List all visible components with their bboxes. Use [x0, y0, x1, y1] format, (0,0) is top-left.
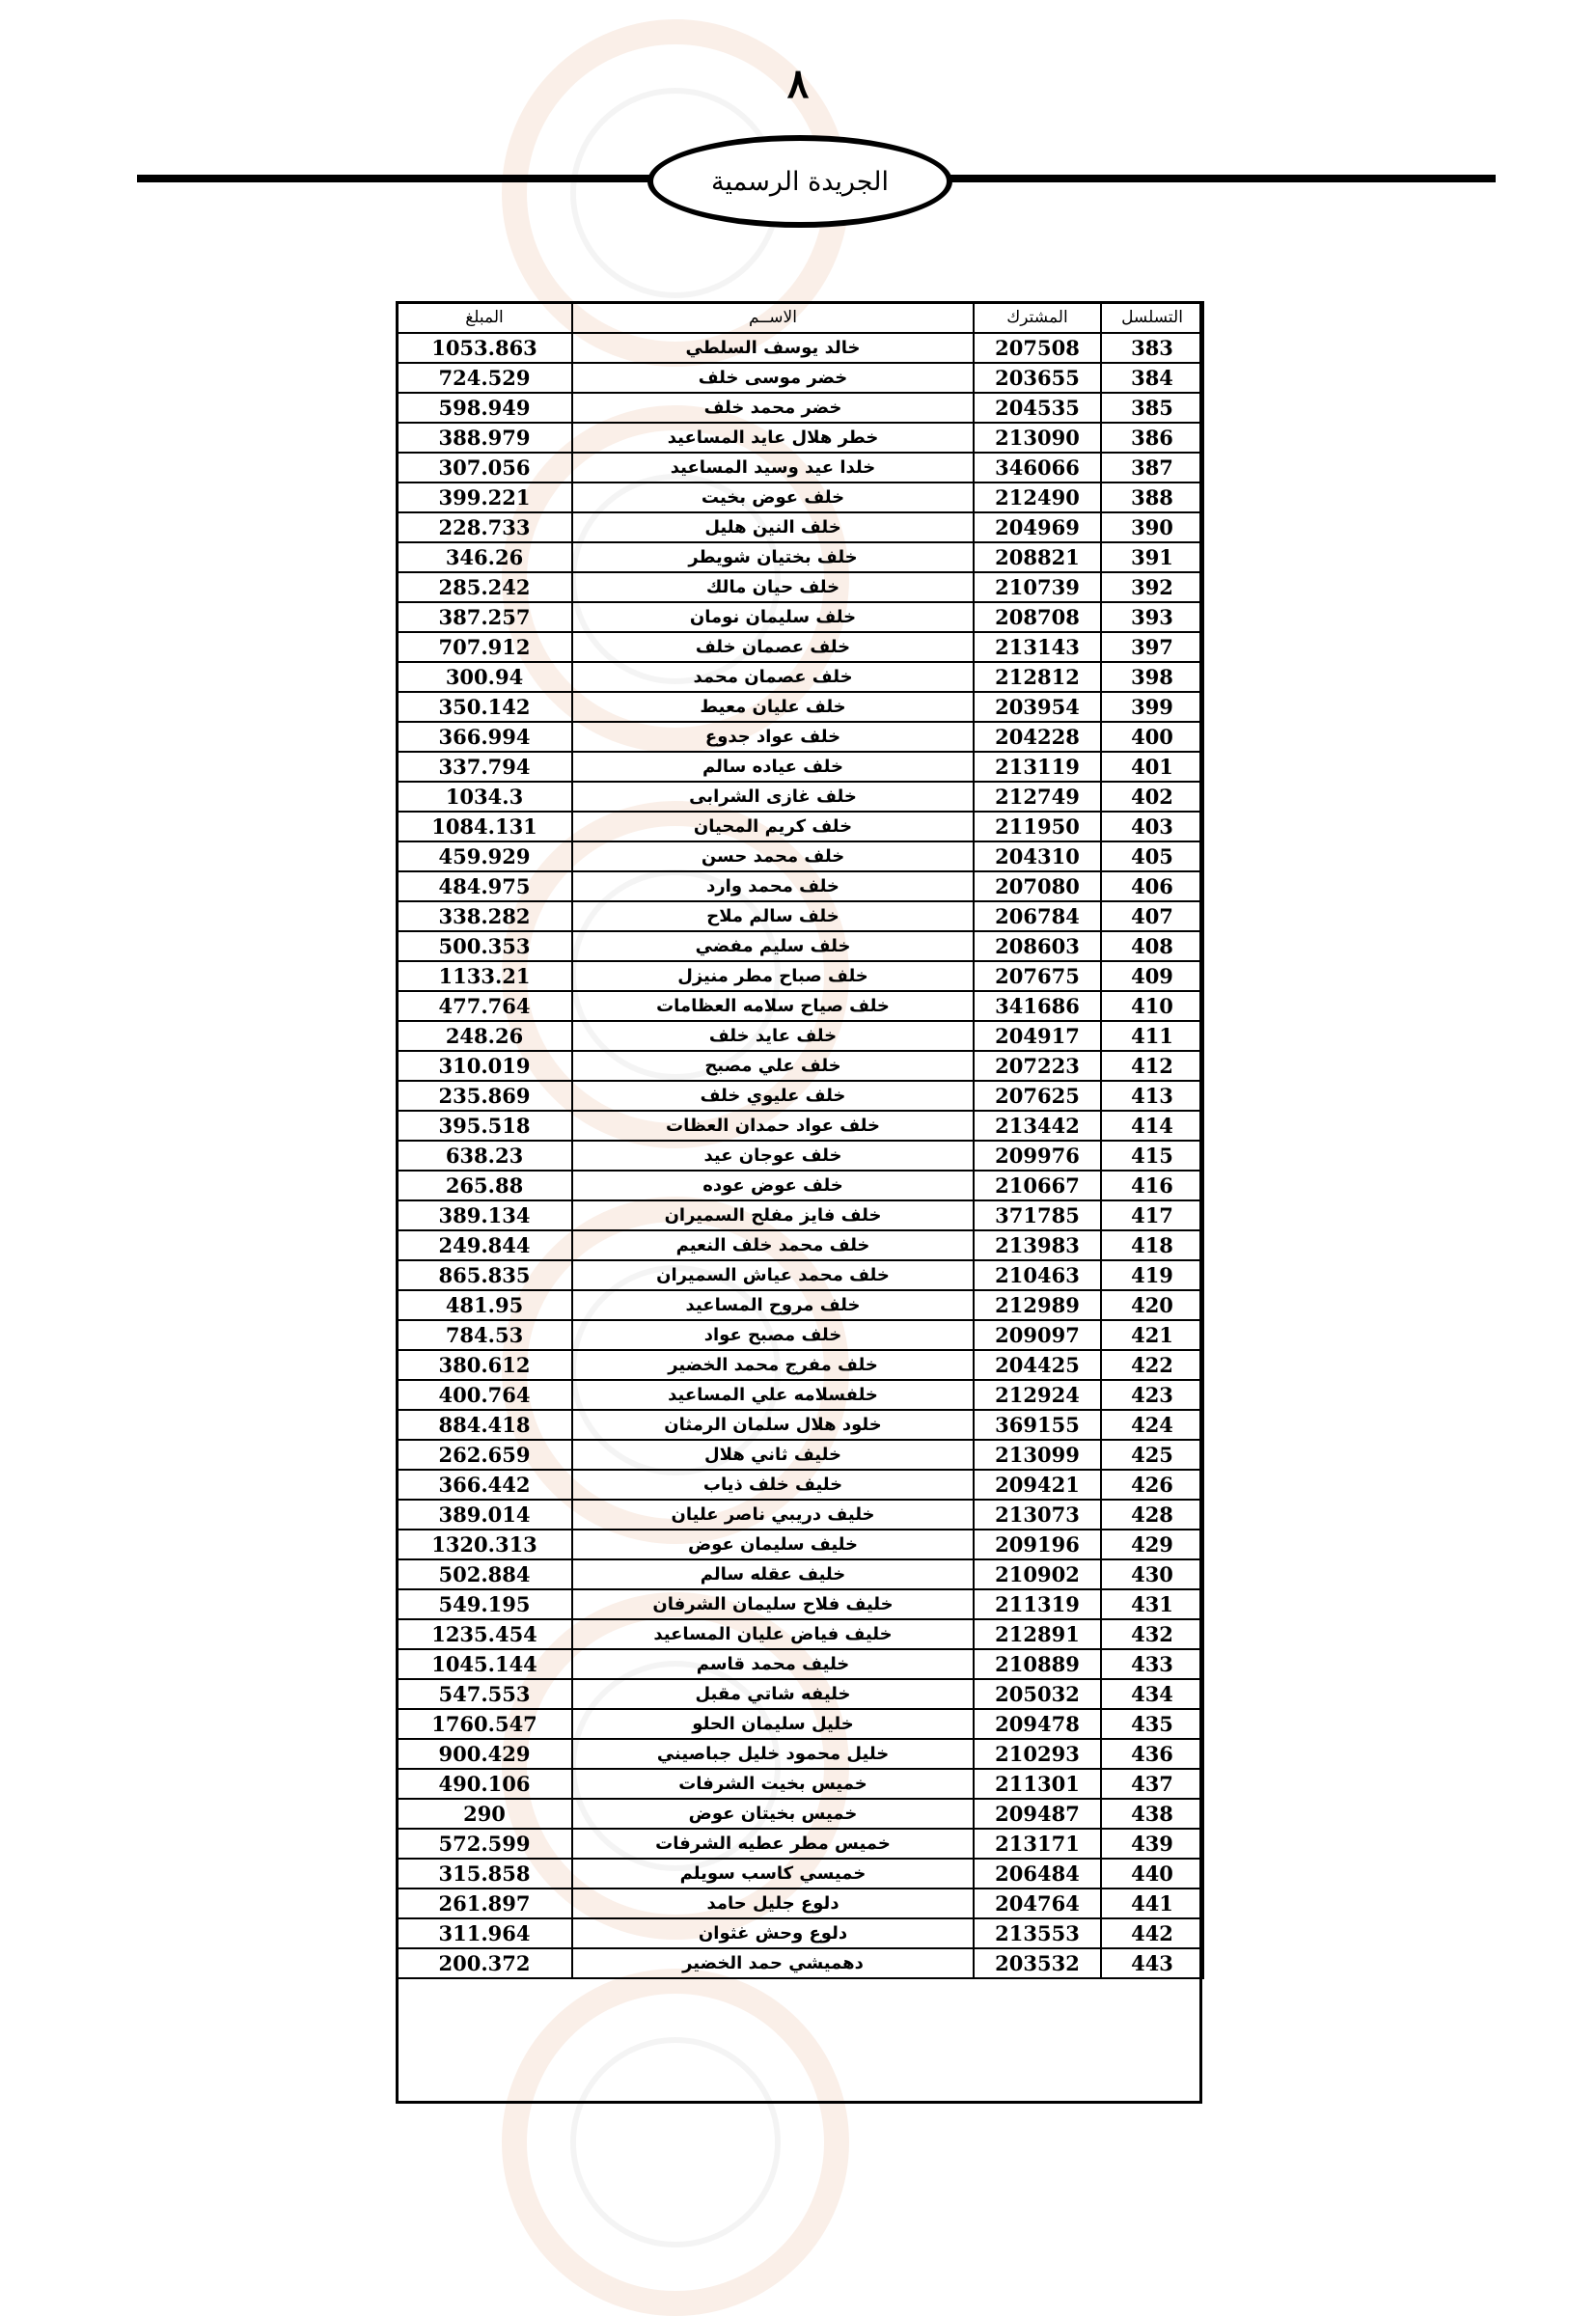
subscriber-cell: 204764	[974, 1889, 1101, 1918]
serial-cell: 440	[1101, 1859, 1203, 1889]
subscriber-cell: 211319	[974, 1589, 1101, 1619]
table-row	[397, 991, 1203, 1021]
amount-cell: 490.106	[397, 1769, 572, 1799]
serial-cell: 439	[1101, 1829, 1203, 1859]
amount-cell: 724.529	[397, 363, 572, 393]
name-cell: دلوع جليل حامد	[572, 1889, 974, 1918]
subscriber-cell: 213171	[974, 1829, 1101, 1859]
table-row	[397, 1649, 1203, 1679]
amount-cell: 1133.21	[397, 961, 572, 991]
amount-cell: 310.019	[397, 1051, 572, 1081]
serial-cell: 408	[1101, 931, 1203, 961]
table-row	[397, 1171, 1203, 1200]
table-row	[397, 542, 1203, 572]
subscriber-cell: 212749	[974, 782, 1101, 812]
subscriber-cell: 204917	[974, 1021, 1101, 1051]
subscriber-cell: 210889	[974, 1649, 1101, 1679]
table-row	[397, 1739, 1203, 1769]
name-cell: خلف مروح المساعيد	[572, 1290, 974, 1320]
name-cell: خلف محمد خلف النعيم	[572, 1230, 974, 1260]
table-row	[397, 841, 1203, 871]
name-cell: خلف حيان مالك	[572, 572, 974, 602]
serial-cell: 409	[1101, 961, 1203, 991]
table-row	[397, 1799, 1203, 1829]
table-row	[397, 1141, 1203, 1171]
name-cell: خلف صباح مطر منيزل	[572, 961, 974, 991]
table-row	[397, 1081, 1203, 1111]
serial-cell: 403	[1101, 812, 1203, 841]
subscriber-cell: 204228	[974, 722, 1101, 752]
subscriber-cell: 213090	[974, 423, 1101, 453]
table-row	[397, 1021, 1203, 1051]
amount-cell: 1053.863	[397, 333, 572, 363]
amount-cell: 366.994	[397, 722, 572, 752]
serial-cell: 425	[1101, 1440, 1203, 1470]
table-row	[397, 752, 1203, 782]
watermark-logo	[502, 1969, 849, 2316]
name-cell: دهميشي حمد الخضير	[572, 1948, 974, 1978]
name-cell: خلف عواد جدوع	[572, 722, 974, 752]
table-row	[397, 482, 1203, 512]
header-serial: التسلسل	[1101, 302, 1203, 333]
amount-cell: 311.964	[397, 1918, 572, 1948]
name-cell: خلف مصبح عواد	[572, 1320, 974, 1350]
amount-cell: 337.794	[397, 752, 572, 782]
name-cell: خليف سليمان عوض	[572, 1530, 974, 1559]
table-row	[397, 1829, 1203, 1859]
subscriber-cell: 203954	[974, 692, 1101, 722]
name-cell: خلف سليمان نومان	[572, 602, 974, 632]
table-row	[397, 1679, 1203, 1709]
amount-cell: 884.418	[397, 1410, 572, 1440]
name-cell: خلف عواد حمدان العظات	[572, 1111, 974, 1141]
name-cell: خلف عصمان خلف	[572, 632, 974, 662]
name-cell: خلف محمد عياش السميران	[572, 1260, 974, 1290]
serial-cell: 405	[1101, 841, 1203, 871]
subscriber-cell: 213073	[974, 1500, 1101, 1530]
name-cell: خميسي كاسب سويلم	[572, 1859, 974, 1889]
amount-cell: 477.764	[397, 991, 572, 1021]
name-cell: خلف محمد حسن	[572, 841, 974, 871]
table-row	[397, 1500, 1203, 1530]
name-cell: خلف عليوي خلف	[572, 1081, 974, 1111]
name-cell: خلف عصمان محمد	[572, 662, 974, 692]
subscriber-cell: 212924	[974, 1380, 1101, 1410]
table-row	[397, 1559, 1203, 1589]
serial-cell: 429	[1101, 1530, 1203, 1559]
amount-cell: 350.142	[397, 692, 572, 722]
serial-cell: 431	[1101, 1589, 1203, 1619]
subscriber-cell: 210902	[974, 1559, 1101, 1589]
table-row	[397, 1709, 1203, 1739]
table-row	[397, 1051, 1203, 1081]
name-cell: خليف خلف ذياب	[572, 1470, 974, 1500]
table-row	[397, 423, 1203, 453]
serial-cell: 391	[1101, 542, 1203, 572]
serial-cell: 417	[1101, 1200, 1203, 1230]
subscriber-cell: 208603	[974, 931, 1101, 961]
serial-cell: 420	[1101, 1290, 1203, 1320]
subscriber-cell: 213099	[974, 1440, 1101, 1470]
subscriber-cell: 210739	[974, 572, 1101, 602]
amount-cell: 395.518	[397, 1111, 572, 1141]
amount-cell: 547.553	[397, 1679, 572, 1709]
name-cell: خلفسلامه علي المساعيد	[572, 1380, 974, 1410]
subscriber-cell: 210463	[974, 1260, 1101, 1290]
serial-cell: 397	[1101, 632, 1203, 662]
subscriber-cell: 210293	[974, 1739, 1101, 1769]
subscriber-cell: 211950	[974, 812, 1101, 841]
name-cell: خليف فلاح سليمان الشرفان	[572, 1589, 974, 1619]
serial-cell: 428	[1101, 1500, 1203, 1530]
subscriber-cell: 213553	[974, 1918, 1101, 1948]
subscriber-cell: 208821	[974, 542, 1101, 572]
table-row	[397, 572, 1203, 602]
subscriber-cell: 211301	[974, 1769, 1101, 1799]
subscriber-cell: 210667	[974, 1171, 1101, 1200]
table-row	[397, 1410, 1203, 1440]
subscriber-cell: 212812	[974, 662, 1101, 692]
subscriber-cell: 212490	[974, 482, 1101, 512]
serial-cell: 388	[1101, 482, 1203, 512]
serial-cell: 410	[1101, 991, 1203, 1021]
amount-cell: 502.884	[397, 1559, 572, 1589]
serial-cell: 443	[1101, 1948, 1203, 1978]
serial-cell: 437	[1101, 1769, 1203, 1799]
serial-cell: 400	[1101, 722, 1203, 752]
serial-cell: 422	[1101, 1350, 1203, 1380]
serial-cell: 442	[1101, 1918, 1203, 1948]
serial-cell: 413	[1101, 1081, 1203, 1111]
name-cell: خضر موسى خلف	[572, 363, 974, 393]
serial-cell: 383	[1101, 333, 1203, 363]
name-cell: خليل سليمان الحلو	[572, 1709, 974, 1739]
subscriber-cell: 207675	[974, 961, 1101, 991]
amount-cell: 262.659	[397, 1440, 572, 1470]
serial-cell: 434	[1101, 1679, 1203, 1709]
amount-cell: 638.23	[397, 1141, 572, 1171]
serial-cell: 419	[1101, 1260, 1203, 1290]
amount-cell: 307.056	[397, 453, 572, 482]
serial-cell: 421	[1101, 1320, 1203, 1350]
amount-cell: 200.372	[397, 1948, 572, 1978]
gazette-masthead	[647, 135, 952, 228]
serial-cell: 401	[1101, 752, 1203, 782]
table-row	[397, 1948, 1203, 1978]
table-row	[397, 1859, 1203, 1889]
name-cell: خليفه شاتي مقبل	[572, 1679, 974, 1709]
subscriber-cell: 206784	[974, 901, 1101, 931]
subscriber-cell: 346066	[974, 453, 1101, 482]
subscriber-cell: 209478	[974, 1709, 1101, 1739]
serial-cell: 416	[1101, 1171, 1203, 1200]
table-row	[397, 812, 1203, 841]
amount-cell: 1084.131	[397, 812, 572, 841]
name-cell: خالد يوسف السلطي	[572, 333, 974, 363]
table-row	[397, 961, 1203, 991]
subscriber-cell: 207508	[974, 333, 1101, 363]
table-row	[397, 1589, 1203, 1619]
amount-cell: 784.53	[397, 1320, 572, 1350]
page-number: ٨	[786, 60, 810, 107]
name-cell: خلف صياح سلامه العظامات	[572, 991, 974, 1021]
subscriber-cell: 205032	[974, 1679, 1101, 1709]
amount-cell: 865.835	[397, 1260, 572, 1290]
name-cell: خلف غازى الشرابى	[572, 782, 974, 812]
table-row	[397, 363, 1203, 393]
subscriber-cell: 209487	[974, 1799, 1101, 1829]
name-cell: خضر محمد خلف	[572, 393, 974, 423]
table-row	[397, 1889, 1203, 1918]
subscriber-cell: 209097	[974, 1320, 1101, 1350]
table-row	[397, 1350, 1203, 1380]
amount-cell: 338.282	[397, 901, 572, 931]
serial-cell: 402	[1101, 782, 1203, 812]
amount-cell: 1235.454	[397, 1619, 572, 1649]
table-row	[397, 1111, 1203, 1141]
amount-cell: 481.95	[397, 1290, 572, 1320]
subscriber-cell: 207625	[974, 1081, 1101, 1111]
amount-cell: 248.26	[397, 1021, 572, 1051]
subscriber-cell: 204310	[974, 841, 1101, 871]
amount-cell: 265.88	[397, 1171, 572, 1200]
name-cell: خلدا عيد وسيد المساعيد	[572, 453, 974, 482]
table-header-row	[397, 302, 1203, 333]
subscriber-cell: 209976	[974, 1141, 1101, 1171]
gazette-title: الجريدة الرسمية	[711, 166, 889, 197]
name-cell: خلف كريم المحيان	[572, 812, 974, 841]
name-cell: خليف دريبي ناصر عليان	[572, 1500, 974, 1530]
name-cell: خلف فايز مفلح السميران	[572, 1200, 974, 1230]
serial-cell: 433	[1101, 1649, 1203, 1679]
amount-cell: 707.912	[397, 632, 572, 662]
serial-cell: 414	[1101, 1111, 1203, 1141]
subscriber-cell: 209196	[974, 1530, 1101, 1559]
name-cell: خلف عياده سالم	[572, 752, 974, 782]
table-row	[397, 1619, 1203, 1649]
amount-cell: 285.242	[397, 572, 572, 602]
amount-cell: 1045.144	[397, 1649, 572, 1679]
amount-cell: 484.975	[397, 871, 572, 901]
table-row	[397, 901, 1203, 931]
name-cell: خلف عوض عوده	[572, 1171, 974, 1200]
table-row	[397, 1769, 1203, 1799]
amount-cell: 1320.313	[397, 1530, 572, 1559]
subscriber-cell: 212891	[974, 1619, 1101, 1649]
amount-cell: 399.221	[397, 482, 572, 512]
name-cell: خلف عليان معيط	[572, 692, 974, 722]
amount-cell: 366.442	[397, 1470, 572, 1500]
amount-cell: 387.257	[397, 602, 572, 632]
table-row	[397, 1290, 1203, 1320]
header-name: الاســم	[572, 302, 974, 333]
subscriber-cell: 208708	[974, 602, 1101, 632]
name-cell: خليف محمد قاسم	[572, 1649, 974, 1679]
serial-cell: 390	[1101, 512, 1203, 542]
table-row	[397, 453, 1203, 482]
table-row	[397, 1380, 1203, 1410]
table-row	[397, 632, 1203, 662]
serial-cell: 415	[1101, 1141, 1203, 1171]
serial-cell: 430	[1101, 1559, 1203, 1589]
subscriber-cell: 207080	[974, 871, 1101, 901]
name-cell: خلف سليم مفضي	[572, 931, 974, 961]
header-amount: المبلغ	[397, 302, 572, 333]
subscriber-cell: 204535	[974, 393, 1101, 423]
serial-cell: 392	[1101, 572, 1203, 602]
serial-cell: 418	[1101, 1230, 1203, 1260]
serial-cell: 426	[1101, 1470, 1203, 1500]
amount-cell: 261.897	[397, 1889, 572, 1918]
table-row	[397, 602, 1203, 632]
serial-cell: 407	[1101, 901, 1203, 931]
name-cell: خلف مفرج محمد الخضير	[572, 1350, 974, 1380]
table-row	[397, 662, 1203, 692]
amount-cell: 1760.547	[397, 1709, 572, 1739]
table-row	[397, 1470, 1203, 1500]
amount-cell: 228.733	[397, 512, 572, 542]
name-cell: خليل محمود خليل جباصيني	[572, 1739, 974, 1769]
serial-cell: 406	[1101, 871, 1203, 901]
table-row	[397, 512, 1203, 542]
amount-cell: 249.844	[397, 1230, 572, 1260]
serial-cell: 423	[1101, 1380, 1203, 1410]
serial-cell: 435	[1101, 1709, 1203, 1739]
table-row	[397, 692, 1203, 722]
amount-cell: 1034.3	[397, 782, 572, 812]
subscriber-cell: 371785	[974, 1200, 1101, 1230]
subscriber-cell: 203532	[974, 1948, 1101, 1978]
name-cell: خلف بختيان شويطر	[572, 542, 974, 572]
subscriber-cell: 212989	[974, 1290, 1101, 1320]
serial-cell: 432	[1101, 1619, 1203, 1649]
header-subscriber: المشترك	[974, 302, 1101, 333]
name-cell: خطر هلال عايد المساعيد	[572, 423, 974, 453]
name-cell: خليف عقله سالم	[572, 1559, 974, 1589]
name-cell: خلف عوض بخيت	[572, 482, 974, 512]
table-row	[397, 782, 1203, 812]
table-row	[397, 1918, 1203, 1948]
name-cell: خلف سالم ملاح	[572, 901, 974, 931]
serial-cell: 398	[1101, 662, 1203, 692]
subscriber-cell: 209421	[974, 1470, 1101, 1500]
table-row	[397, 1260, 1203, 1290]
subscriber-cell: 204969	[974, 512, 1101, 542]
table-row	[397, 1320, 1203, 1350]
table-row	[397, 1440, 1203, 1470]
subscriber-cell: 207223	[974, 1051, 1101, 1081]
amount-cell: 346.26	[397, 542, 572, 572]
serial-cell: 412	[1101, 1051, 1203, 1081]
table-row	[397, 393, 1203, 423]
name-cell: خليف فياض عليان المساعيد	[572, 1619, 974, 1649]
table-row	[397, 871, 1203, 901]
name-cell: خلف عايد خلف	[572, 1021, 974, 1051]
subscriber-cell: 206484	[974, 1859, 1101, 1889]
amount-cell: 900.429	[397, 1739, 572, 1769]
amount-cell: 300.94	[397, 662, 572, 692]
table-row	[397, 1230, 1203, 1260]
amount-cell: 572.599	[397, 1829, 572, 1859]
name-cell: دلوع وحش غثوان	[572, 1918, 974, 1948]
name-cell: خليف ثاني هلال	[572, 1440, 974, 1470]
serial-cell: 411	[1101, 1021, 1203, 1051]
table-row	[397, 1530, 1203, 1559]
amount-cell: 235.869	[397, 1081, 572, 1111]
name-cell: خلف محمد وارد	[572, 871, 974, 901]
subscriber-cell: 369155	[974, 1410, 1101, 1440]
serial-cell: 438	[1101, 1799, 1203, 1829]
serial-cell: 441	[1101, 1889, 1203, 1918]
serial-cell: 387	[1101, 453, 1203, 482]
name-cell: خميس بخيت الشرفات	[572, 1769, 974, 1799]
amount-cell: 459.929	[397, 841, 572, 871]
amount-cell: 549.195	[397, 1589, 572, 1619]
subscriber-cell: 213143	[974, 632, 1101, 662]
subscriber-cell: 204425	[974, 1350, 1101, 1380]
name-cell: خلف النين هليل	[572, 512, 974, 542]
serial-cell: 424	[1101, 1410, 1203, 1440]
name-cell: خميس بخيتان عوض	[572, 1799, 974, 1829]
amount-cell: 388.979	[397, 423, 572, 453]
table-body	[397, 333, 1203, 1978]
subscriber-cell: 213983	[974, 1230, 1101, 1260]
subscriber-amount-table	[396, 301, 1204, 1979]
amount-cell: 290	[397, 1799, 572, 1829]
subscriber-cell: 341686	[974, 991, 1101, 1021]
table-row	[397, 333, 1203, 363]
serial-cell: 436	[1101, 1739, 1203, 1769]
serial-cell: 385	[1101, 393, 1203, 423]
subscriber-cell: 213442	[974, 1111, 1101, 1141]
amount-cell: 380.612	[397, 1350, 572, 1380]
amount-cell: 389.134	[397, 1200, 572, 1230]
serial-cell: 393	[1101, 602, 1203, 632]
name-cell: خلف علي مصبح	[572, 1051, 974, 1081]
amount-cell: 500.353	[397, 931, 572, 961]
amount-cell: 389.014	[397, 1500, 572, 1530]
serial-cell: 384	[1101, 363, 1203, 393]
name-cell: خلف عوجان عيد	[572, 1141, 974, 1171]
table-row	[397, 931, 1203, 961]
amount-cell: 400.764	[397, 1380, 572, 1410]
serial-cell: 386	[1101, 423, 1203, 453]
serial-cell: 399	[1101, 692, 1203, 722]
name-cell: خلود هلال سلمان الرمثان	[572, 1410, 974, 1440]
amount-cell: 598.949	[397, 393, 572, 423]
amount-cell: 315.858	[397, 1859, 572, 1889]
table-row	[397, 1200, 1203, 1230]
subscriber-cell: 213119	[974, 752, 1101, 782]
table-row	[397, 722, 1203, 752]
subscriber-cell: 203655	[974, 363, 1101, 393]
name-cell: خميس مطر عطيه الشرفات	[572, 1829, 974, 1859]
